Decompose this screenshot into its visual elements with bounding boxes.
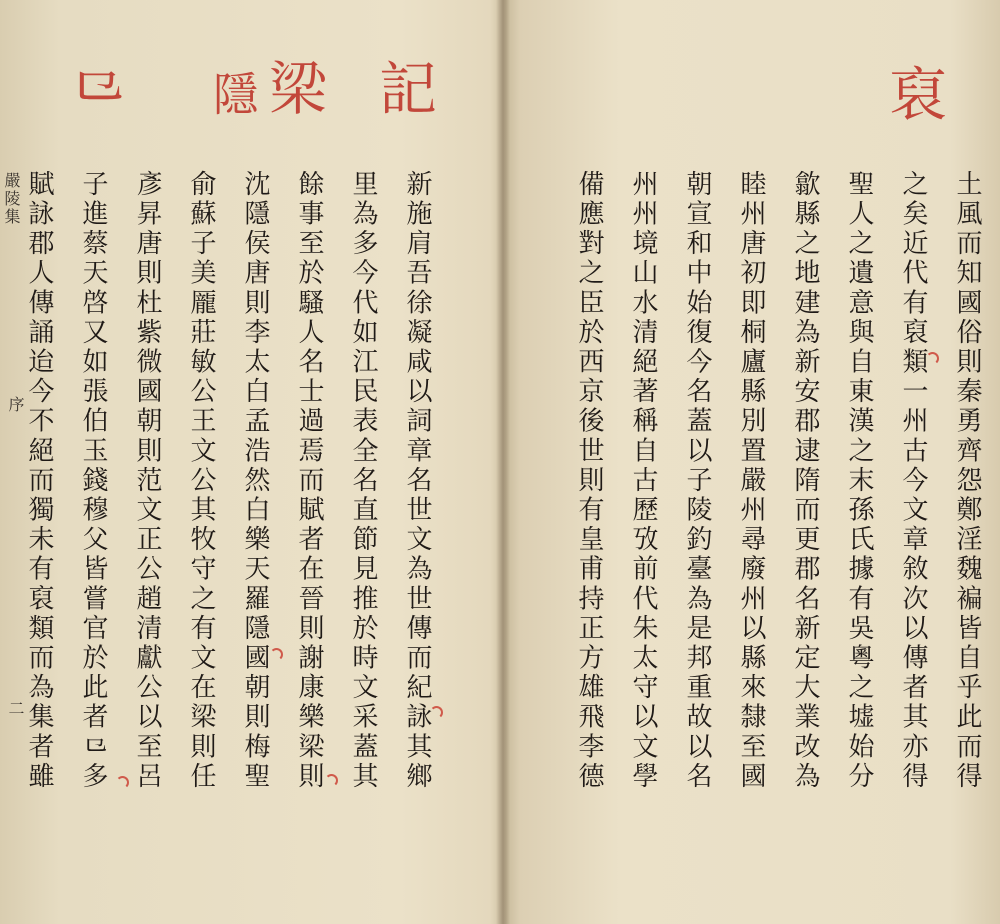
margin-page-number: 二 — [6, 700, 25, 718]
text-column: 賦詠郡人傳誦迨今不絕而獨未有裒類而為集者雖 — [24, 170, 54, 792]
heading-char: ⺋ — [59, 58, 127, 116]
text-column: 新施肩吾徐凝咸以詞章名世文為世傳而紀詠其鄉 — [402, 170, 432, 792]
heading-char: 梁 — [259, 58, 327, 116]
margin-section-label: 序 — [6, 396, 25, 414]
book-spine — [496, 0, 510, 924]
text-column: 睦州唐初即桐廬縣別置嚴州尋廢州以縣來隸至國 — [736, 170, 766, 792]
text-column: 朝宣和中始復今名蓋以子陵釣臺為是邦重故以名 — [682, 170, 712, 792]
punctuation-mark — [430, 706, 443, 719]
punctuation-mark — [325, 774, 338, 787]
text-column: 之矣近代有裒類一州古今文章敘次以傳者其亦得 — [898, 170, 928, 792]
text-column: 子進蔡天啓又如張伯玉錢穆父皆嘗官於此者⺋多 — [78, 170, 108, 792]
text-column: 沈隱侯唐則李太白孟浩然白樂天羅隱國朝則梅聖 — [240, 170, 270, 792]
punctuation-mark — [926, 352, 939, 365]
text-column: 里為多今代如江民表全名直節見推於時文采蓋其 — [348, 170, 378, 792]
text-column: 州州境山水清絕著稱自古歷攷前代朱太守以文學 — [628, 170, 658, 792]
heading-char: 記 — [369, 58, 437, 116]
heading-char: 隱 — [206, 70, 260, 116]
margin-book-title: 嚴陵集 — [2, 172, 21, 226]
heading-char: 裒 — [879, 64, 947, 122]
text-column: 備應對之臣於西京後世則有皇甫持正方雄飛李德 — [574, 170, 604, 792]
text-column: 彥昇唐則杜紫微國朝則范文正公趙清獻公以至呂 — [132, 170, 162, 792]
text-column: 歙縣之地建為新安郡逮隋而更郡名新定大業改為 — [790, 170, 820, 792]
text-column: 聖人之遺意與自東漢之末孫氏據有吳粵之墟始分 — [844, 170, 874, 792]
text-column: 土風而知國俗則秦勇齊怨鄭淫魏褊皆自乎此而得 — [952, 170, 982, 792]
text-column: 餘事至於騷人名士過焉而賦者在晉則謝康樂梁則 — [294, 170, 324, 792]
text-column: 俞蘇子美龎莊敏公王文公其牧守之有文在梁則任 — [186, 170, 216, 792]
punctuation-mark — [270, 648, 283, 661]
punctuation-mark — [116, 776, 129, 789]
